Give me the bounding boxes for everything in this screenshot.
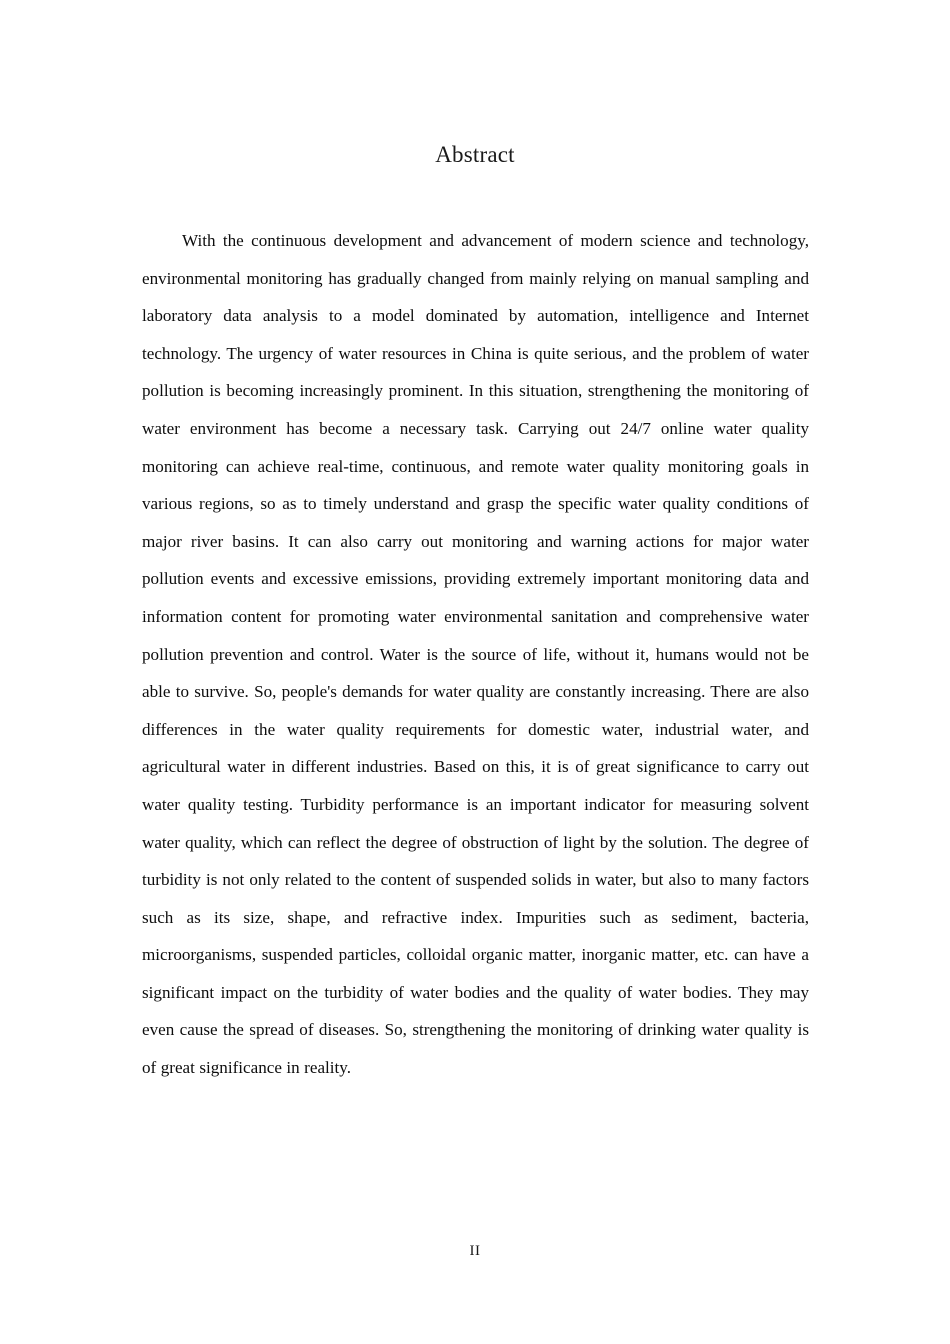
page-number: II (469, 1243, 481, 1259)
abstract-paragraph: With the continuous development and advancement of modern science and technology, environmental monitoring has gradually changed from mainly relying on manual sampling and laboratory data analysis to a model dominated by automation, intelligence and Internet technology. The urgency of water resources in China is quite serious, and the problem of water pollution is becoming increasingly prominent. In this situation, strengthening the monitoring of water environment has become a necessary task. Carrying out 24/7 online water quality monitoring can achieve real-time, continuous, and remote water quality monitoring goals in various regions, so as to timely understand and grasp the specific water quality conditions of major river basins. It can also carry out monitoring and warning actions for major water pollution events and excessive emissions, providing extremely important monitoring data and information content for promoting water environmental sanitation and comprehensive water pollution prevention and control. Water is the source of life, without it, humans would not be able to survive. So, people's demands for water quality are constantly increasing. There are also differences in the water quality requirements for domestic water, industrial water, and agricultural water in different industries. Based on this, it is of great significance to carry out water quality testing. Turbidity performance is an important indicator for measuring solvent water quality, which can reflect the degree of obstruction of light by the solution. The degree of turbidity is not only related to the content of suspended solids in water, but also to many factors such as its size, shape, and refractive index. Impurities such as sediment, bacteria, microorganisms, suspended particles, colloidal organic matter, inorganic matter, etc. can have a significant impact on the turbidity of water bodies and the quality of water bodies. They may even cause the spread of diseases. So, strengthening the monitoring of drinking water quality is of great significance in reality. (142, 231, 809, 1078)
page-title: Abstract (435, 142, 515, 168)
abstract-body (142, 222, 809, 1087)
